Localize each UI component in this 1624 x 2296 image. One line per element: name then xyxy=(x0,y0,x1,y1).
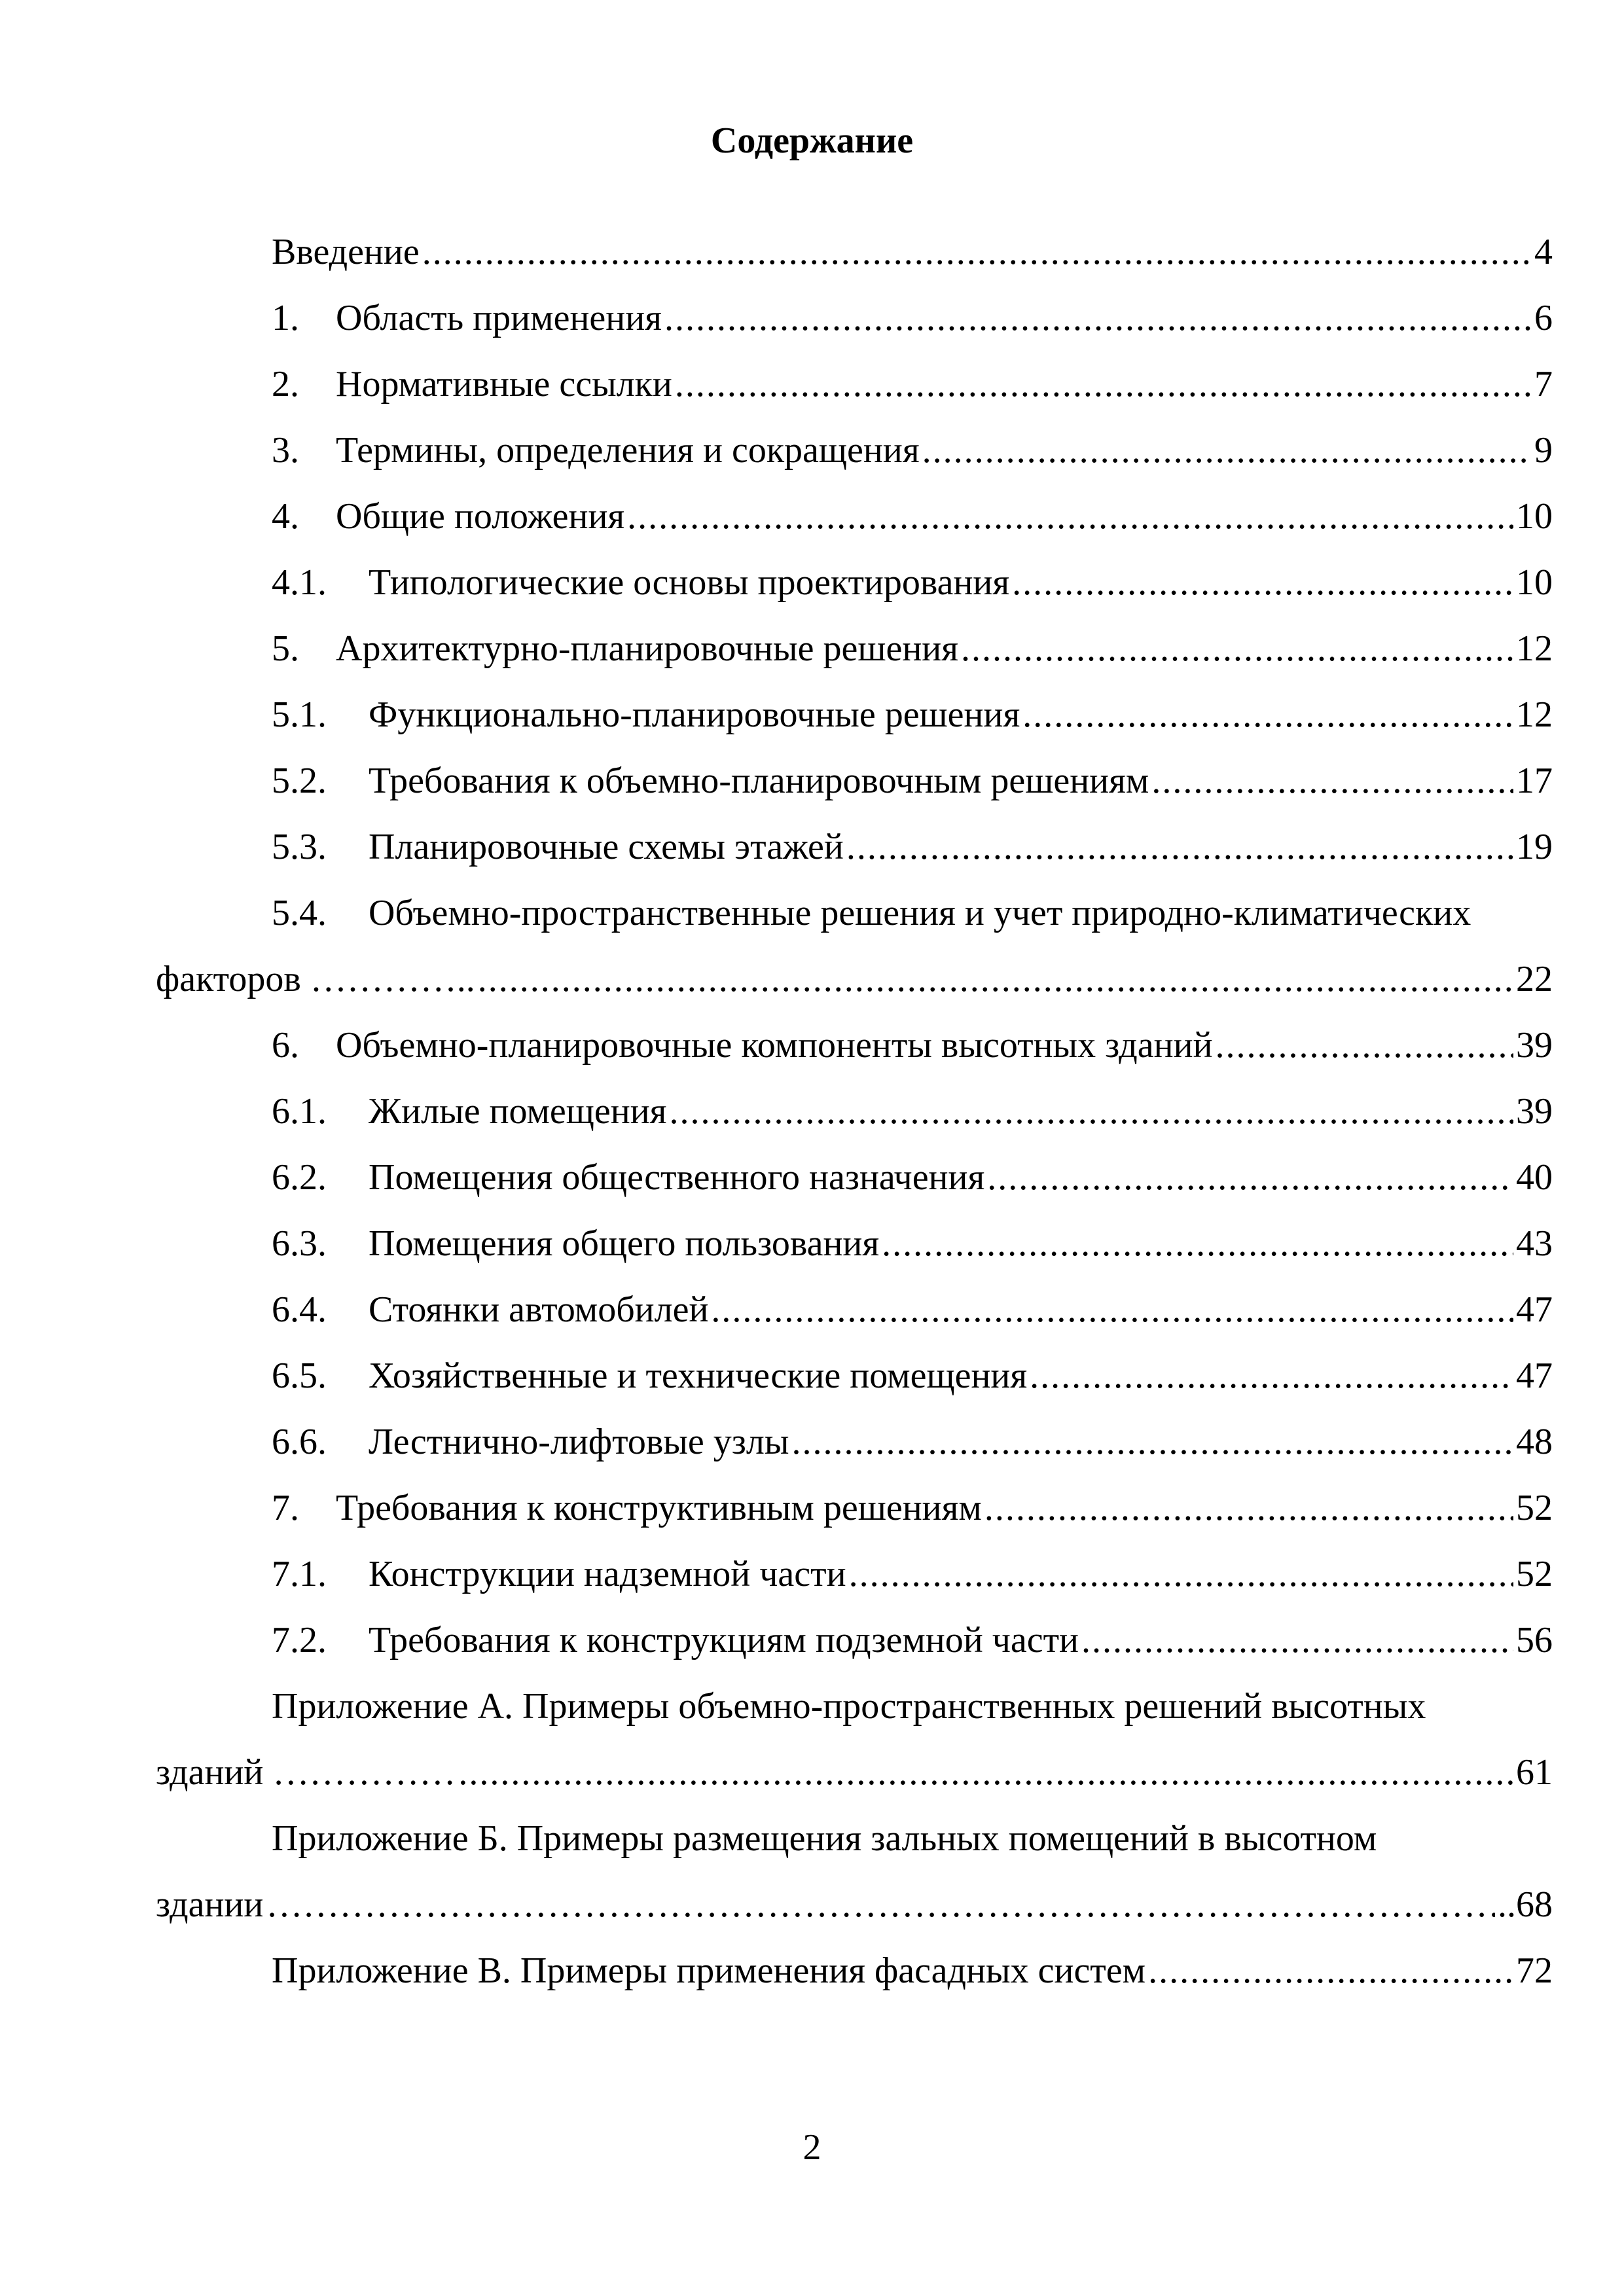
dot-leader xyxy=(922,427,1532,473)
toc-entry-text: Конструкции надземной части xyxy=(369,1554,846,1594)
dot-leader xyxy=(675,361,1532,407)
toc-entry-page: 52 xyxy=(1516,1488,1553,1528)
toc-entry-text: Введение xyxy=(272,232,420,272)
dot-leader xyxy=(1148,1948,1513,1994)
dot-leader xyxy=(1216,1022,1513,1068)
toc-entry-number: 6.6. xyxy=(272,1422,327,1462)
dot-leader xyxy=(1030,1353,1513,1399)
toc-entry-6-3[interactable] xyxy=(0,1213,1624,1279)
toc-entry-number: 5. xyxy=(272,628,299,669)
toc-entry-number: 7.1. xyxy=(272,1554,327,1594)
toc-entry-text: Помещения общего пользования xyxy=(369,1223,880,1264)
toc-entry-text: Помещения общественного назначения xyxy=(369,1157,985,1198)
dot-leader xyxy=(791,1419,1513,1465)
toc-entry-text: Архитектурно-планировочные решения xyxy=(336,628,959,669)
toc-entry-2[interactable] xyxy=(0,353,1624,420)
dot-leader xyxy=(1151,758,1513,804)
dot-leader xyxy=(961,626,1513,672)
toc-entry-number: 1. xyxy=(272,298,299,338)
page-number: 2 xyxy=(803,2127,821,2168)
toc-entry-6-1[interactable] xyxy=(0,1081,1624,1147)
toc-entry-page: 72 xyxy=(1516,1950,1553,1991)
dot-leader xyxy=(849,1551,1513,1597)
toc-entry-5-1[interactable] xyxy=(0,684,1624,750)
toc-entry-6-6[interactable] xyxy=(0,1411,1624,1477)
toc-entry-page: 39 xyxy=(1516,1091,1553,1132)
dot-leader xyxy=(664,295,1532,341)
dot-leader xyxy=(1012,560,1513,605)
toc-entry-text: Общие положения xyxy=(336,496,625,537)
toc-entry-text: Стоянки автомобилей xyxy=(369,1289,709,1330)
toc-entry-number: 6.3. xyxy=(272,1223,327,1264)
dot-leader xyxy=(882,1221,1513,1266)
toc-entry-page: 10 xyxy=(1516,562,1553,603)
toc-entry-1[interactable] xyxy=(0,287,1624,353)
toc-entry-page: 6 xyxy=(1534,298,1553,338)
toc-entry-6-2[interactable] xyxy=(0,1147,1624,1213)
toc-entry-text: Приложение В. Примеры применения фасадных систем xyxy=(272,1950,1146,1991)
toc-entry-text: Функционально-планировочные решения xyxy=(369,694,1020,735)
toc-entry-3[interactable] xyxy=(0,420,1624,486)
toc-entry-text: Приложение А. Примеры объемно-пространственных решений высотных xyxy=(272,1686,1426,1727)
toc-entry-text: Объемно-планировочные компоненты высотных зданий xyxy=(336,1025,1213,1066)
toc-entry-text: Область применения xyxy=(336,298,662,338)
dot-leader xyxy=(627,493,1513,539)
toc-entry-page: 12 xyxy=(1516,694,1553,735)
toc-entry-text: Жилые помещения xyxy=(369,1091,667,1132)
toc-entry-text: Приложение Б. Примеры размещения зальных помещений в высотном xyxy=(272,1818,1377,1859)
dot-leader xyxy=(669,1088,1513,1134)
toc-entry-number: 6.4. xyxy=(272,1289,327,1330)
toc-entry-number: 4.1. xyxy=(272,562,327,603)
toc-entry-number: 6.5. xyxy=(272,1355,327,1396)
toc-entry-page: 7 xyxy=(1534,364,1553,404)
toc-entry-text-continued: зданий …………… xyxy=(156,1752,456,1793)
toc-entry-page: 40 xyxy=(1516,1157,1553,1198)
toc-entry-text: Типологические основы проектирования xyxy=(369,562,1010,603)
toc-entry-number: 5.1. xyxy=(272,694,327,735)
page-title: Содержание xyxy=(710,120,914,161)
toc-entry-number: 7.2. xyxy=(272,1620,327,1660)
toc-entry-page: 4 xyxy=(1534,232,1553,272)
dot-leader xyxy=(458,1749,1513,1795)
toc-entry-text: Хозяйственные и технические помещения xyxy=(369,1355,1028,1396)
toc-entry-5[interactable] xyxy=(0,618,1624,684)
toc-entry-appendix-v[interactable] xyxy=(0,1940,1624,2006)
toc-entry-7-2[interactable] xyxy=(0,1609,1624,1676)
toc-entry-page: 19 xyxy=(1516,827,1553,867)
dot-leader xyxy=(1022,692,1513,738)
toc-entry-6-4[interactable] xyxy=(0,1279,1624,1345)
toc-entry-text: Требования к конструкциям подземной части xyxy=(369,1620,1079,1660)
dot-leader xyxy=(987,1155,1513,1200)
toc-entry-page: 10 xyxy=(1516,496,1553,537)
toc-entry-number: 5.3. xyxy=(272,827,327,867)
toc-entry-page: 47 xyxy=(1516,1289,1553,1330)
toc-entry-5-3[interactable] xyxy=(0,816,1624,882)
toc-entry-4[interactable] xyxy=(0,486,1624,552)
toc-entry-appendix-a[interactable] xyxy=(0,1676,1624,1808)
dot-leader xyxy=(422,229,1532,275)
dot-leader xyxy=(984,1485,1513,1531)
toc-entry-5-2[interactable] xyxy=(0,750,1624,816)
toc-entry-text-continued: факторов ………….. xyxy=(156,959,475,999)
toc-entry-number: 5.4. xyxy=(272,893,327,933)
toc-entry-page: 39 xyxy=(1516,1025,1553,1066)
toc-entry-text: Требования к конструктивным решениям xyxy=(336,1488,982,1528)
dot-leader xyxy=(266,1882,1495,1928)
toc-entry-text: Требования к объемно-планировочным решениям xyxy=(369,761,1149,801)
toc-entry-page: 47 xyxy=(1516,1355,1553,1396)
dot-leader xyxy=(846,824,1513,870)
toc-entry-6-5[interactable] xyxy=(0,1345,1624,1411)
toc-entry-number: 6. xyxy=(272,1025,299,1066)
toc-entry-number: 4. xyxy=(272,496,299,537)
toc-entry-6[interactable] xyxy=(0,1014,1624,1081)
toc-entry-text: Термины, определения и сокращения xyxy=(336,430,920,471)
toc-entry-introduction[interactable] xyxy=(0,221,1624,287)
toc-entry-page: 61 xyxy=(1516,1752,1553,1793)
toc-entry-number: 3. xyxy=(272,430,299,471)
toc-entry-number: 2. xyxy=(272,364,299,404)
toc-entry-text-continued: здании xyxy=(156,1884,264,1925)
toc-entry-page: 52 xyxy=(1516,1554,1553,1594)
toc-entry-page: 9 xyxy=(1534,430,1553,471)
toc-entry-page: 48 xyxy=(1516,1422,1553,1462)
toc-entry-text: Нормативные ссылки xyxy=(336,364,672,404)
toc-entry-text: Объемно-пространственные решения и учет природно-климатических xyxy=(369,893,1471,933)
toc-entry-number: 6.2. xyxy=(272,1157,327,1198)
toc-entry-appendix-b[interactable] xyxy=(0,1808,1624,1940)
toc-entry-number: 6.1. xyxy=(272,1091,327,1132)
toc-entry-page: 17 xyxy=(1516,761,1553,801)
toc-entry-5-4[interactable] xyxy=(0,882,1624,1014)
toc-entry-page: ..68 xyxy=(1498,1884,1553,1925)
toc-entry-text: Лестнично-лифтовые узлы xyxy=(369,1422,789,1462)
toc-entry-7-1[interactable] xyxy=(0,1543,1624,1609)
toc-entry-page: 43 xyxy=(1516,1223,1553,1264)
toc-entry-7[interactable] xyxy=(0,1477,1624,1543)
toc-entry-text: Планировочные схемы этажей xyxy=(369,827,844,867)
dot-leader xyxy=(1081,1617,1513,1663)
toc-entry-page: 56 xyxy=(1516,1620,1553,1660)
toc-entry-number: 5.2. xyxy=(272,761,327,801)
dot-leader xyxy=(478,956,1513,1002)
toc-entry-number: 7. xyxy=(272,1488,299,1528)
toc-entry-4-1[interactable] xyxy=(0,552,1624,618)
dot-leader xyxy=(711,1287,1513,1333)
toc-entry-page: 12 xyxy=(1516,628,1553,669)
toc-entry-page: 22 xyxy=(1516,959,1553,999)
